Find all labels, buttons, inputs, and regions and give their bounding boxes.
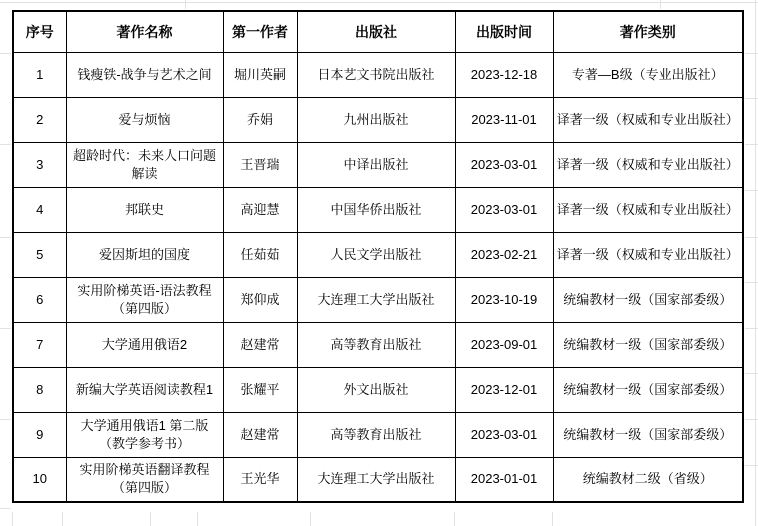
table-row bbox=[13, 97, 743, 142]
cell-date[interactable]: 2023-03-01 bbox=[455, 412, 553, 457]
cell-author[interactable]: 赵建常 bbox=[223, 322, 297, 367]
cell-publisher[interactable]: 人民文学出版社 bbox=[297, 232, 455, 277]
cell-author[interactable]: 堀川英嗣 bbox=[223, 52, 297, 97]
cell-category[interactable]: 译著一级（权威和专业出版社） bbox=[553, 97, 743, 142]
cell-title[interactable]: 实用阶梯英语翻译教程（第四版） bbox=[66, 457, 223, 502]
cell-author[interactable]: 高迎慧 bbox=[223, 187, 297, 232]
cell-title[interactable]: 邦联史 bbox=[66, 187, 223, 232]
cell-category[interactable]: 译著一级（权威和专业出版社） bbox=[553, 232, 743, 277]
header-publisher[interactable]: 出版社 bbox=[297, 11, 455, 52]
cell-title[interactable]: 实用阶梯英语-语法教程（第四版） bbox=[66, 277, 223, 322]
cell-no[interactable]: 9 bbox=[13, 412, 66, 457]
table-row bbox=[13, 322, 743, 367]
table-row bbox=[13, 277, 743, 322]
table-row bbox=[13, 232, 743, 277]
cell-author[interactable]: 乔娟 bbox=[223, 97, 297, 142]
table-row bbox=[13, 142, 743, 187]
cell-no[interactable]: 3 bbox=[13, 142, 66, 187]
cell-no[interactable]: 7 bbox=[13, 322, 66, 367]
table-row bbox=[13, 412, 743, 457]
cell-author[interactable]: 张耀平 bbox=[223, 367, 297, 412]
cell-publisher[interactable]: 高等教育出版社 bbox=[297, 412, 455, 457]
cell-title[interactable]: 钱瘦铁-战争与艺术之间 bbox=[66, 52, 223, 97]
cell-category[interactable]: 统编教材一级（国家部委级） bbox=[553, 412, 743, 457]
cell-no[interactable]: 8 bbox=[13, 367, 66, 412]
cell-title[interactable]: 爱与烦恼 bbox=[66, 97, 223, 142]
cell-publisher[interactable]: 中译出版社 bbox=[297, 142, 455, 187]
header-category[interactable]: 著作类别 bbox=[553, 11, 743, 52]
header-author[interactable]: 第一作者 bbox=[223, 11, 297, 52]
cell-date[interactable]: 2023-11-01 bbox=[455, 97, 553, 142]
cell-date[interactable]: 2023-12-18 bbox=[455, 52, 553, 97]
cell-date[interactable]: 2023-03-01 bbox=[455, 187, 553, 232]
table-row bbox=[13, 367, 743, 412]
cell-publisher[interactable]: 高等教育出版社 bbox=[297, 322, 455, 367]
cell-author[interactable]: 郑仰成 bbox=[223, 277, 297, 322]
cell-publisher[interactable]: 外文出版社 bbox=[297, 367, 455, 412]
header-date[interactable]: 出版时间 bbox=[455, 11, 553, 52]
cell-author[interactable]: 赵建常 bbox=[223, 412, 297, 457]
header-title[interactable]: 著作名称 bbox=[66, 11, 223, 52]
cell-no[interactable]: 1 bbox=[13, 52, 66, 97]
cell-category[interactable]: 统编教材一级（国家部委级） bbox=[553, 367, 743, 412]
cell-no[interactable]: 10 bbox=[13, 457, 66, 502]
publications-table bbox=[12, 10, 744, 503]
cell-publisher[interactable]: 大连理工大学出版社 bbox=[297, 457, 455, 502]
cell-category[interactable]: 统编教材一级（国家部委级） bbox=[553, 277, 743, 322]
cell-author[interactable]: 王晋瑞 bbox=[223, 142, 297, 187]
cell-no[interactable]: 5 bbox=[13, 232, 66, 277]
table-row bbox=[13, 52, 743, 97]
cell-date[interactable]: 2023-03-01 bbox=[455, 142, 553, 187]
cell-title[interactable]: 超龄时代：未来人口问题解读 bbox=[66, 142, 223, 187]
cell-category[interactable]: 统编教材一级（国家部委级） bbox=[553, 322, 743, 367]
cell-title[interactable]: 新编大学英语阅读教程1 bbox=[66, 367, 223, 412]
cell-publisher[interactable]: 中国华侨出版社 bbox=[297, 187, 455, 232]
cell-date[interactable]: 2023-01-01 bbox=[455, 457, 553, 502]
cell-category[interactable]: 统编教材二级（省级） bbox=[553, 457, 743, 502]
cell-publisher[interactable]: 九州出版社 bbox=[297, 97, 455, 142]
cell-date[interactable]: 2023-02-21 bbox=[455, 232, 553, 277]
cell-publisher[interactable]: 日本艺文书院出版社 bbox=[297, 52, 455, 97]
cell-category[interactable]: 译著一级（权威和专业出版社） bbox=[553, 187, 743, 232]
cell-category[interactable]: 译著一级（权威和专业出版社） bbox=[553, 142, 743, 187]
cell-no[interactable]: 4 bbox=[13, 187, 66, 232]
cell-author[interactable]: 任茹茹 bbox=[223, 232, 297, 277]
cell-no[interactable]: 2 bbox=[13, 97, 66, 142]
cell-title[interactable]: 大学通用俄语1 第二版（教学参考书） bbox=[66, 412, 223, 457]
cell-date[interactable]: 2023-09-01 bbox=[455, 322, 553, 367]
cell-title[interactable]: 大学通用俄语2 bbox=[66, 322, 223, 367]
cell-publisher[interactable]: 大连理工大学出版社 bbox=[297, 277, 455, 322]
cell-no[interactable]: 6 bbox=[13, 277, 66, 322]
cell-date[interactable]: 2023-10-19 bbox=[455, 277, 553, 322]
cell-category[interactable]: 专著—B级（专业出版社） bbox=[553, 52, 743, 97]
cell-author[interactable]: 王光华 bbox=[223, 457, 297, 502]
cell-title[interactable]: 爱因斯坦的国度 bbox=[66, 232, 223, 277]
table-header-row bbox=[13, 11, 743, 52]
cell-date[interactable]: 2023-12-01 bbox=[455, 367, 553, 412]
header-no[interactable]: 序号 bbox=[13, 11, 66, 52]
table-row bbox=[13, 457, 743, 502]
table-row bbox=[13, 187, 743, 232]
